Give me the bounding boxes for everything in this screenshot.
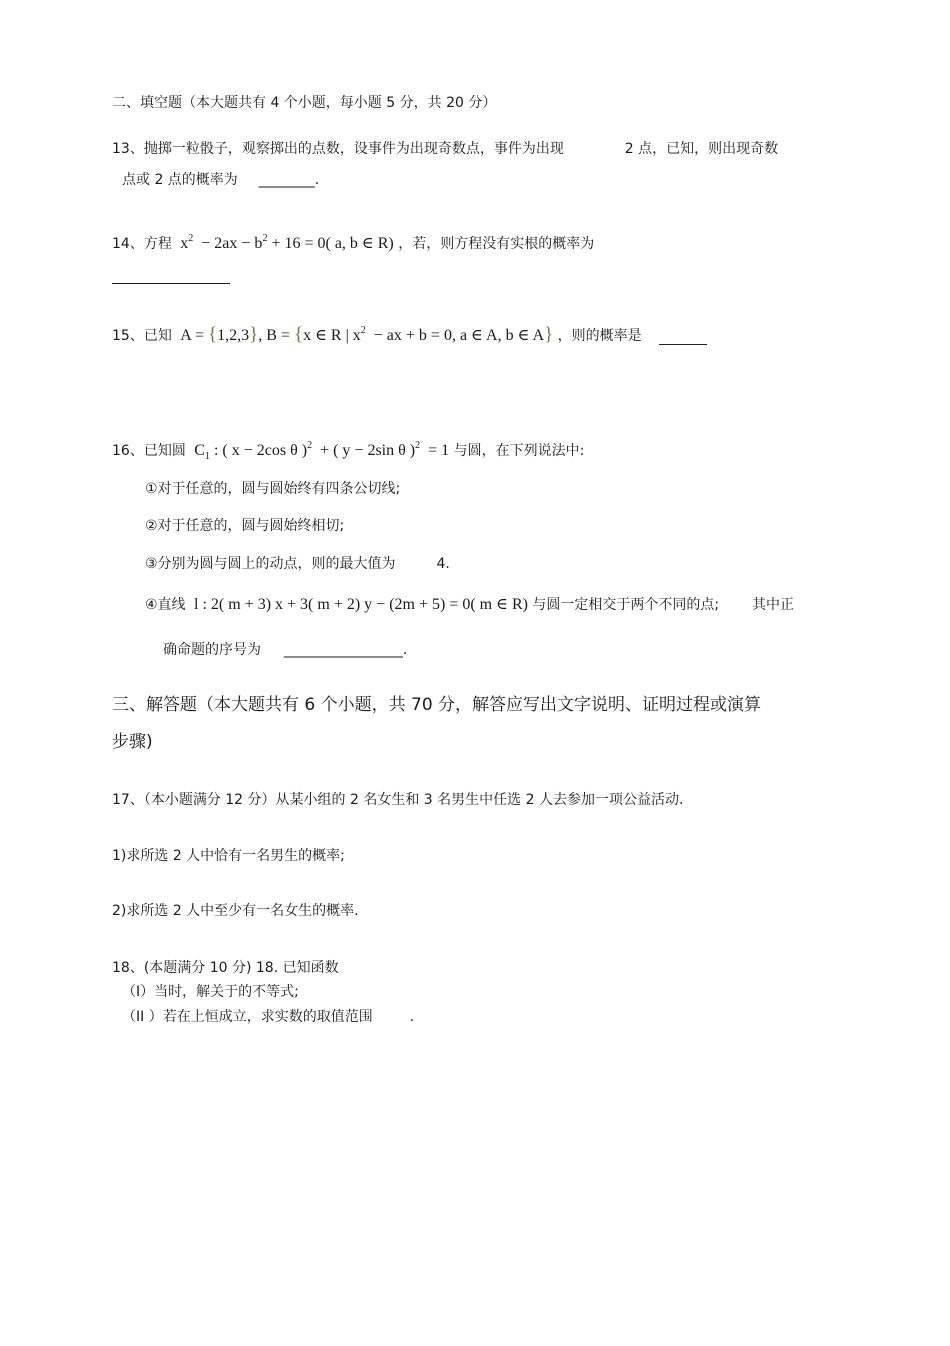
q16-prefix: 16、已知圆 xyxy=(112,443,186,459)
q13-text-b: 2 点，已知，则出现奇数 xyxy=(624,141,779,157)
section2-title: 二、填空题（本大题共有 4 个小题，每小题 5 分，共 20 分） xyxy=(112,95,497,111)
q16-option-1: ①对于任意的，圆与圆始终有四条公切线; xyxy=(145,481,401,497)
q13-answer-blank: ________. xyxy=(258,172,320,188)
q14-suffix: ，若，则方程没有实根的概率为 xyxy=(398,236,595,252)
q16-option-2: ②对于任意的，圆与圆始终相切; xyxy=(145,518,345,534)
q13-line2 xyxy=(122,171,319,189)
q14-line xyxy=(112,230,594,253)
q15-suffix: ，则的概率是 xyxy=(557,328,642,344)
q18-stem: 18、(本题满分 10 分) 18. 已知函数 xyxy=(112,960,339,976)
q16-option-4 xyxy=(145,596,794,614)
q16-line-equation: l : 2( m + 3) x + 3( m + 2) y − (2m + 5) = 0( m ∈ R) xyxy=(190,596,528,613)
section3-title-line2: 步骤) xyxy=(112,732,153,752)
q17-part-2: 2)求所选 2 人中至少有一名女生的概率. xyxy=(112,903,359,919)
q14-equation: $x^2 - 2ax - b^2 + 16 = 0$( a, b ∈ R) xyxy=(176,233,394,252)
q15-line xyxy=(112,322,707,345)
q16-option-4-text-b: 与圆一定相交于两个不同的点; xyxy=(532,597,720,613)
q16-option-3-value: 4. xyxy=(436,556,450,572)
q14-prefix: 14、方程 xyxy=(112,236,172,252)
q18-part-2-text: （II ）若在上恒成立，求实数的取值范围 xyxy=(122,1009,373,1025)
q16-end xyxy=(163,641,407,659)
q16-answer-blank: _________________. xyxy=(283,642,408,658)
q16-circle-equation: $C_1$ : ( x − 2cos θ )$^2$ + ( y − 2sin θ )$^2$ = 1 xyxy=(190,440,450,463)
q18-part-2-end: . xyxy=(409,1009,415,1025)
q15-answer-blank xyxy=(659,330,707,345)
q13-text-a: 13、抛掷一粒骰子，观察掷出的点数，设事件为出现奇数点，事件为出现 xyxy=(112,141,564,157)
q16-option-3 xyxy=(145,555,450,573)
q17-stem: 17、（本小题满分 12 分）从某小组的 2 名女生和 3 名男生中任选 2 人去参加一项公益活动. xyxy=(112,792,684,808)
q17-part-1: 1)求所选 2 人中恰有一名男生的概率; xyxy=(112,848,345,864)
q13-line1 xyxy=(112,140,778,158)
q16-option-4-text-c: 其中正 xyxy=(752,597,795,613)
q16-line xyxy=(112,437,584,466)
q16-suffix: 与圆，在下列说法中: xyxy=(453,443,585,459)
q18-part-2 xyxy=(122,1008,414,1026)
q16-end-text: 确命题的序号为 xyxy=(163,642,261,658)
section3-title-line1: 三、解答题（本大题共有 6 个小题，共 70 分，解答应写出文字说明、证明过程或演算 xyxy=(112,695,762,715)
q16-option-4-text-a: ④直线 xyxy=(145,597,186,613)
q15-sets: A = {1,2,3}, B = {x ∈ R | $x^2$ − ax + b = 0, a ∈ A, b ∈ A} xyxy=(176,324,554,345)
q15-prefix: 15、已知 xyxy=(112,328,172,344)
q14-answer-blank xyxy=(112,282,230,284)
q13-text-c: 点或 2 点的概率为 xyxy=(122,172,238,188)
q18-part-1: （I）当时，解关于的不等式; xyxy=(122,984,299,1000)
q16-option-3-text: ③分别为圆与圆上的动点，则的最大值为 xyxy=(145,556,396,572)
